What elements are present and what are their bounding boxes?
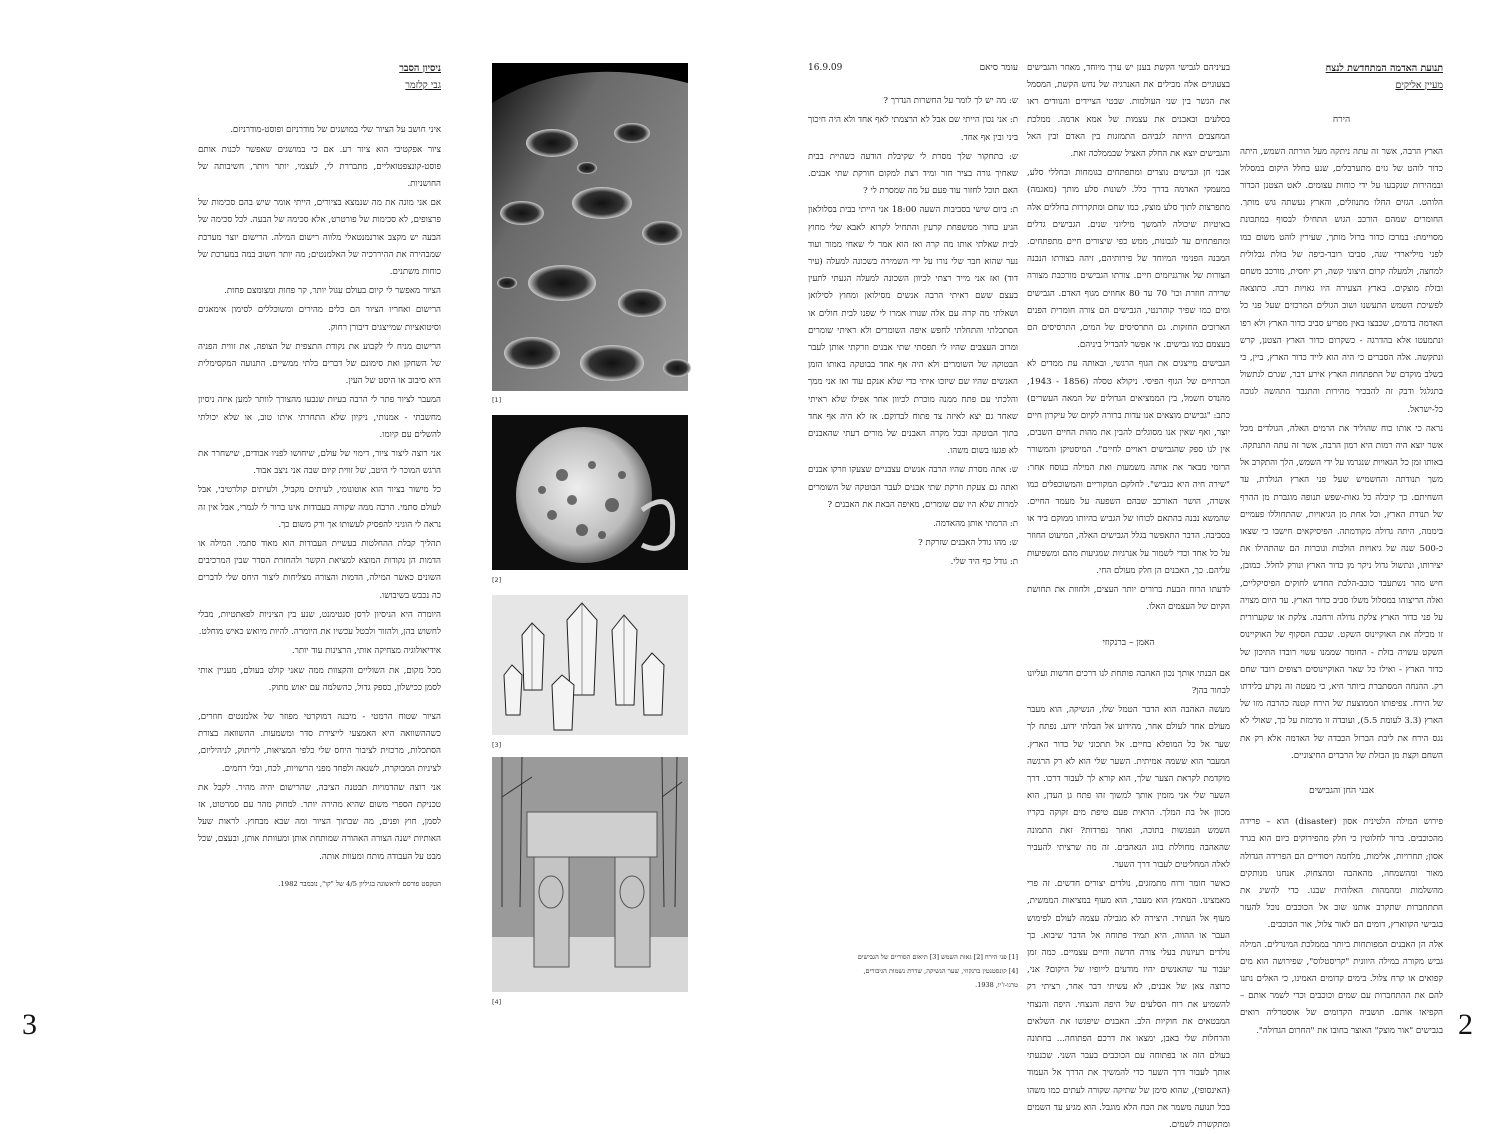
- interview-name: עומר סיאם: [979, 63, 1018, 73]
- crystals-drawing: [492, 595, 688, 735]
- column2-paragraph: כאשר חומר ורוח מתמזגים, נולדים יצורים חדשים. זה פרי מאמצינו. המאמץ הוא מעבר, הוא מעוף במציאות הממשית, מעוף אל העתיד. היצירה לא מגבילה עצמה לעולם לפימוש העבר או ההווה, היא תמיד פתוחה אל הדבר שיבוא. כך נולדים רעיונות בעלי צורה חדשה וחיים עצמיים. כמה זמן יעבור עד שהאנשים יהיו מודעים לייופיו של היקום? אני, כרוצה צאן של אבנים, לא עשיתי דבר אחר, רציתי רק להשמיע את רוח הסלעים של היפה והנצחי. היפה והנצחי המבטאים את חוקיות הלב. האבנים שיפגשו את השלאים והרחלות שלי באבן, ימצאו את דרכם הפתוחה... בחתונה בעולם הזה או בפתוחה עם הכוכבים בעבר השני. שכנעתי אותך לעבור דרך השער כדי להמשיך את הדרך אל העמוד (האינסופי), שהוא סימן של שתיקה שקורה לעתים כמו משהו בכל תנועה משמר את הכח הלא מוגבל. הוא מגיע עד השמים ומתקשרת לשמים.: [1027, 879, 1230, 1130]
- left-paragraph: כל מישור בציור הוא אוטונומי, לעיתים מקביל, ולעיתים קולרטיבי, אבל לעולם סתמי. הרבה ממה שקורה בעבודות אינו ברור לי לגמרי, אבל אין זה נראה לי הוגיני להפסיק לעשותו אך ורק משום כך.: [198, 485, 441, 530]
- left-paragraph: אם אני מונה את מה שנמצא בציורים, הייתי אומר שיש בהם סכימות של פרצופים, לא סכימות של פורטרט, אלא סכימה של הבעה. לכל סכימה של הבעה יש מקצב אורנמנטאלי מלווה רישום המילה. הרישום יוצר מערכת שמבהירה את ההיררכיה של האלמנטים; מה יותר חשוב במה במערכת של כוחות משתנים.: [198, 198, 441, 278]
- left-paragraph: אידיאולוגיה מצחיקה אותי, הרצינות עוד יותר.: [291, 646, 441, 657]
- moon-surface-image: [492, 63, 688, 391]
- figure-caption-2: [2]: [492, 576, 502, 584]
- page-number-left: 3: [22, 1008, 37, 1041]
- column3-paragraph: פירוש המילה הלטינית אסון (disaster) הוא – פרידה מהכוכבים. ברור לחלוטין כי חלק מהפירוקים כיום הוא בגרד אסון; תחרויות, אלימות, מלחמה ויסודיים הם הפרידה הגדולה מאור ומהשמחה, מהאהבה ומהצחוק. אנחנו מנותקים מהשלמות ומהמהות האלוהית שבנו. כדי להשיג את התתחברות שתקרב אותנו שוב אל הכוכבים נוכל להעזר בגבישי הקווארץ, דומים הם לאור צלול, אור הכוכבים.: [1240, 817, 1443, 931]
- page-number-right: 2: [1458, 1008, 1473, 1041]
- column3-paragraph: הארץ הרבה, אשר זה עתה ניתקה מעל הורתה השמש, היתה כדור לוהט של גזים מתערבלים, שנע בחלל היקום במסלול ובמהירות שנקבעו על ידי כוחות עצומים. לאט הצטנן הכדור הלוהט. הגזים החלו מתנוזלים, והארץ נעשתה גוש מותך. החומרים שמהם הורכב הגוש התחילו לבסוף במתכונת מסויימת: במרכז כדור ברזל מותך, שעירין לוהט משום כמו לפני מיליארדי שנה, סביבו רובד-כיפה של בזלת גבלולית למחצה, ולמעלה קרום היצוני קשה, רק יחסית, מורכב משחם ובזלת מוצקים. בארץ הצעירה היו גאויות רבה. כתוצאה לפשיכת השמש התעשנו ושוב הגולים המרכזים שעל פני כל האדמה בדמים, שכבצו באין מפריע סביב כדור הארץ ולא רפו ונתמעטו אלא בהדרגה - כשקרום כדור הארץ הצטנן, קרש ונתקשה. אלה הסברים כי היה הוא לייד כדור הארץ, ביין, כי בשלב מוקדם של התפתחות הארץ אירע דבר, שגרם לנתשול בתגלגל ודבק זה להבכיר מהירות והתגבר התהשה לגובה כל-ישראל.: [1240, 146, 1443, 415]
- figure-caption-1: [1]: [492, 396, 502, 404]
- right-column-1: [808, 60, 1018, 620]
- interview-line: ת: הרמתי אותן מהאדמה.: [933, 519, 1018, 530]
- left-footnote: הטקסט פורסם לראשונה בגיליון 4/5 של "קו", נובמבר 1982.: [278, 879, 441, 888]
- interview-line: ש: בתחקור שלך מסרת לי שקיבלת הודעה כשהיית בבית שאחיך גורה בציר חזר ומיד רצת למקום חורקת שתי אבנים. האם תוכל לחזור עוד פעם על מה שמסרת לי ?: [808, 151, 1018, 197]
- brancusi-subheading: האמן – ברנקוזי: [1102, 637, 1155, 648]
- interview-date: 16.9.09: [808, 63, 843, 73]
- interview-line: ש: אתה מסרת שהיו הרבה אנשים עצבניים שצעקו וזרקו אבנים ואתה גם צעקת וזרקת שתי אבנים לעבר הבוטקה של השומרים למרות שלא היו שם שומרים, מאיפה הבאת את האבנים ?: [808, 465, 1018, 510]
- left-paragraph: איני חושב על הציור שלי במושגים של מודרניזם ופוסט-מודרניזם.: [230, 125, 441, 136]
- figure-caption-4: [4]: [492, 998, 502, 1006]
- gate-of-the-kiss-image: [492, 757, 688, 992]
- interview-line: ש: מהו גודל האבנים שזרקת ?: [918, 538, 1018, 549]
- right-article-author: מעיין אליקים: [1395, 80, 1443, 92]
- right-column-2: [1027, 60, 1230, 1130]
- column2-paragraph: לדעתו הרוח הבעת ברורים יותר העצים, ולחוות את תחושת הקיום של העצמים האלו.: [1027, 585, 1230, 613]
- left-paragraph: הציור מאפשר לי קיום בעולם עגול יותר, קר פחות ומצומצם פחות.: [224, 286, 441, 297]
- left-paragraph: הרישום מניח לי לקבוע את נקודת התצפית של הצופה, את זווית הפניה של השחקן ואת סימונם של דברים בלתי ממשיים. התנועה המקסימלית היא סיבוב או היסט של העין.: [198, 341, 441, 387]
- column2-paragraph: הגבישים מייצגים את הגוף הרגשי, ובאותה עת ממדים לא הכרתיים של הגוף הפיסי. ניקולא טסלה (1856 - 1943, מהנדס חשמל, בין הממציאים הגדולים של המאה העשרים) כתב: "גבישים מוצאים אנו עדות ברורה לקיום של עיקרון חיים יוצר, ואף שאין אנו מסוגלים להבין את מהות החיים השבים, אין לנו ספק שהגבישים ראויים לחיים". המיסטיקן והמשורר הרומי מבאר את אותה משמעות ואת המילה בנוסח אחר: "שירה חיה היא כגביש". לחלקם המקוריים והמשוכפלים כמו אשרה, הושר האורכב שבהם השפעה על מעמד החיים. שהמשא נבנה בהתאם לכוחו של הגביש בהיותו ממוקם ביד או בסביבה. הדבר התאפשר בגלל הגבישים האלה, המיעוט החוזר על כל אחד וכדי לשמור על אנרגיות שמגיעות מהם ומשפיעות עליהם. כך, האבנים הן חלק מעולם החי.: [1027, 359, 1230, 576]
- column2-paragraph: אם הבנתי אותך נכון האהבה פותחת לנו דרכים חדשות ועליונו לבחור בהן?: [1027, 668, 1230, 696]
- left-paragraph: תהליך קבלת ההחלטות בעשיית העבודות הוא מאוד סתמי. המילה או הדמות הן נקודות המוצא למציאת הקשר ולהחזרת הסדר שבין המרכיבים השונים כאשר המילה, הדמות והצורה מצליחות ליצור היחס שלי לדברים כה נכבש בשיבושו.: [198, 539, 441, 601]
- left-article-author: גבי קלזמר: [405, 80, 441, 92]
- column2-paragraph: אבני חן וגבישים נוצרים ומתפתחים בגומחות ובחללי סלע, במעמקי האדמה בדרך כלל. לשונות סלע מותך (מאגמה) מתפרצות לתוך סלע מוצק, כמו שחם ומתקררות בחללים אלה באיטיות שיכולה להמשך מיליוני שנים. הגבישים גדלים ומתפתחים עד לגבונות, ממש כפי שיצורים חיים מתפתחים. המבנה הפנימי המיוחד של פירותיהם, זיהה בצורתו הנבנה הצורות של אורגניזמים חיים. צורתו הגבישים מורכבת מצורה שרירה חוזרת וכו' 70 עד 80 אחוזים מגוף האדם. הגבישים ומים כמו שפיר קוהרנטי, הגבישים הם צורה חומרית הפנים הארוכים החזקות. גם התרסיסים של המים, התרסיסים הם בעצמם כמו גבישים. אי אפשר להבדיל ביניהם.: [1027, 168, 1230, 351]
- caption-line: טרגו-ז'יו, 1938.: [975, 981, 1018, 989]
- left-article-title: ניסיון הסבר: [399, 63, 441, 74]
- column3-paragraph: אלה הן האבנים המפותחות ביותר בממלכת המינרלים. המילה גביש מקורה במילה היוונית "קריסטלוס", שפירושה הוא מים קפואים או קרח צלול. בימים קדומים האמינו, כי האלים נתנו להם את ההתחברות עם שמים וכוכבים וכדי לשמר אותם – הקפיאו אותם. תושביה הקדומים של אוסטרליה רואים בגבישים "אור מוצק" האוצר בחובו את "החרום הגדולה".: [1240, 939, 1443, 1036]
- gems-subheading: אבני החן והגבישים: [1308, 785, 1375, 796]
- crystals-image: [492, 595, 688, 735]
- column2-paragraph: בעיניהם לגבישי הקשת בענן יש ערך מיוחד, מאחר והגבישים בצעוניים אלה מכילים את האנרגיה של נחש הקשת, המסמל את הגשר בין שני העולמות. שבטי הציידים והנוודים ראו בסלעים ובאבנים את עצמות של אמא אדמה. ממלכת המחצבים הייתה לגביהם התמזגות בין האדם ובין האל והגבישים יוצא את החלק האציל שבממלכה זאת.: [1027, 63, 1230, 160]
- moon-subheading: הירח: [1332, 115, 1351, 126]
- right-column-3: [1240, 60, 1443, 1036]
- solar-flare-image: [492, 415, 688, 570]
- right-article-title: תנועת האדמה המתחדשת לנצח: [1325, 63, 1443, 74]
- left-paragraph: המעבר לציור פתר לי הרבה בעיות שנבעו מהצורך לוותר למען איזה ניסיון מחשבתי - אמנותי, ניקיון שלא התחרתי איתו טוב, או שלא יכולתי להשלים עם קיומו.: [198, 395, 441, 440]
- sun-drawing: [492, 415, 688, 570]
- gate-drawing: [492, 757, 688, 992]
- left-article-column: [198, 60, 441, 1000]
- interview-line: ת: גודל כף היד שלי.: [950, 557, 1018, 568]
- column2-paragraph: מעשה האהבה הוא הדבר הטמל שלו, הנשיקה, הוא מעבר מעולם אחד לעולם אחר, מהידוע אל הבלתי ידוע. נפתח לך שער אל כל המופלא בחיים. אל תתכוני של כדור הארץ. המעבר הוא ששמה אמיתית. השער שלי הוא לא רק הרגשה מוקדמת לקראת הצער שלך, הוא קורא לך לעבור דרכו. דרך השער שלי אני מזמין אותך למשוך זהו פתח גן העדן, הוא מכוון אל בת המלך. הראית פעם טיפת מים זקוקה בקריו השמש הנפגשות בתוכה, ואחר נפרדות? זאת התמונה שהאהבה מחוללת בזוג הנאהבים. זה מה שרציתי להעביר לאלה המחליטים לעבור דרך השער.: [1027, 705, 1230, 870]
- moon-surface-drawing: [492, 63, 688, 391]
- interview-line: ת: אני נכון הייתי שם אבל לא הרצמתי לאף אחד ולא היה חיכוך ביני ובין אף אחד.: [808, 115, 1018, 143]
- caption-line: [1] פני הירח [2] גאות השמש [3] תיאום הסוריים של הגבישים: [857, 953, 1018, 961]
- column3-paragraph: נראה כי אותו כוח שהוליד את הרמים האלה, הגולדים מכל אשר יוצא היה רמות היא רמון הרבה, אשר זה עתה התנתקה. באותו זמן כל הגאויות שנגרמו על ידי השמש, הלך והתקרב אל משך תנודתה והחשמיש שעל פני הארץ הגולדת, עד השחיתם. כך קיבלה כל גאות-שפש תנופה מוגברת מן ההרף של תנודת הארץ, וכל אחת מן הגיאויות, שהתחוללו פעמיים ביממה, היתה גדולה מקודמתה. הפיסיקאים חישבו כי שצאו כ-500 שנה של גיאויות הולכות וגוברות הם שהתהילו את יצירותו, ונתשול גדול ניקר מן כדור הארץ ונורק לחלל. כמובן, חיש מהר נשתעבד כוכב-הלכת החדש לחוקים הפיסיקליים, ואלה הריצוהו במסלול משלו סביב כדור הארץ. עד היום מצויה על פני כדור הארץ צלקת גדולה ורחבה. צלקת או שקערורית זו מכילה את האוקיינוס השקט. שכבת הסקוף של האוקיינוס השקט עשויה בזלת - החומר שממנו עשוי רובדו התיכון של כדור הארץ - ואילו כל שאר האוקיינוסים רצופים רובד שחם רק. ההנחה המסתברת ביותר היא, כי מעטה זה נקרע בלידתו של הירח. צפיפותו הממוצעת של הירח קטנה כהרבה מזו של הארץ (3.3 לעומת 5.5), ועובדה זו מרמזת על כך, שאולי לא נגס הירח את ליבת הברזל הכבדה של האדמה אלא רק את השחם וקצת מן הבזלת של הרבדים החיצוניים.: [1240, 423, 1443, 761]
- left-paragraph: היומרה היא הניסיון לרסן סנטימנט, שנע בין הציניות לפאתטיות, מבלי לחשוש בהן, ולהזור ולבטל עכשיו את היומרה. להיות מיואש כאיש מוחלט.: [198, 609, 441, 638]
- left-paragraph: הרישום ואחריו הציור הם כלים מהירים ומשוכללים לסימון אימאגים וסיטואציות שמייצגים דיבורן רחוק.: [198, 305, 441, 333]
- interview-line: ש: מה יש לך לומר על החשרות הנדרך ?: [883, 96, 1018, 107]
- left-paragraph: מכל מקום, את השוליים והקצוות ממה שאני קולט בעולם, מעניין אותי לסמן ככישלון, כספק גדול, כהשלמה עם יאוש מתוק.: [198, 665, 441, 693]
- figure-captions-list: [808, 950, 1018, 1000]
- caption-line: [4] קונסטנטין ברנקוזי, שער הנשיקה, שדרת נשמות הגיבורים,: [863, 967, 1018, 975]
- figure-caption-3: [3]: [492, 741, 502, 749]
- left-paragraph: אני רוצה ליצור ציור, דימוי של עולם, שיחושו לפניו אבודים, שישחרר את הרגש המוכר לי היטב, של זווית קיום שבה אני ניצב אבוד.: [198, 449, 441, 477]
- left-paragraph: אני רוצה שהדמויות תבטנה הציבה, שהרישום יהיה מהיר. לקבל את טכניקת הספרי משום שהיא מהירה יותר. למחוק מהר עם סמרטוט, אז לסמן, חוץ ופנים, מה שבתוך הציור ומה שבא מבחוץ. לראות שעל האותיות ישנה הצורה האהורה שמותחת אותן ומעוותת אותן, ובעצם, שכל מבט על העבודה מותח ומעוות אותה.: [198, 782, 441, 862]
- left-paragraph: ציור אפקטיבי הוא ציור רע. אם כי במושגים שאפשר לכנות אותם פוסט-קונצפטואליים, מתבררת לי, לעצמי, יותר ויותר, חשיבותה של החושניות.: [198, 144, 441, 190]
- interview-line: ת: ביום שישי בסביבות השעה 18:00 אני הייתי בבית בסלולאון הגיע בחור ממשפחת קרעין והתחיל לקרוא לאבא שלי מחוץ לבית שאלתי אותו מה קרה ואז הוא אמר לי שאחי ממור ועוד נער שהוא חבר שלי נורו על ידי השמירה בשכונה למעלה (עיר דוד) ואז אני מייד רצתי לכיוון השכונה למעלה הגעתי לתעין בעצם ששם ראיתי הרבה אנשים מסילואן ומחוץ לסילואן ושאלתי מה קרה עם אלה שנורו אמרו לי שפנו לבית חולים או הסתכלתי והתחלתי לחפש איפה השומרים ולא ראיתי שומרים ומרוב העצבים שהיו לי תפסתי שתי אבנים וזרקתי אותן לעבר הבטוקה של השומרים ולא היה אף אחד בבוטקה באותו הזמן האנשים שהיו שם שיזכו איתי כדי שלא אנקם עוד ואז אני ממך והלכתי עם פתח ממנה מוכרת לכיוון אחר אפילו שלא ראיתי שאחד גם יצא לאיזה צד פתוח לבדוקם. אז לא היה אף אחד בתוך הבוטקה ובכל מקרה האבנים של מורים דעתי שהאבנים לא פגעו בשום משהו.: [808, 205, 1018, 457]
- left-paragraph: הציור שטוח הרמטי - מיבנה דמוקרטי מפוזר של אלמנטים חוזרים, כשההשוואה היא האמצעי לייצירת סדר ומשמעות. ההשוואה בצורת הסתכלות, מרכזית לציבור היחס שלי כלפי המציאות, לריתוק, לניהיליזם, לציניות המבוקרת, לשנאה ולפחד מפני הרשויות, לכח, ובלי רחמים.: [198, 711, 441, 774]
